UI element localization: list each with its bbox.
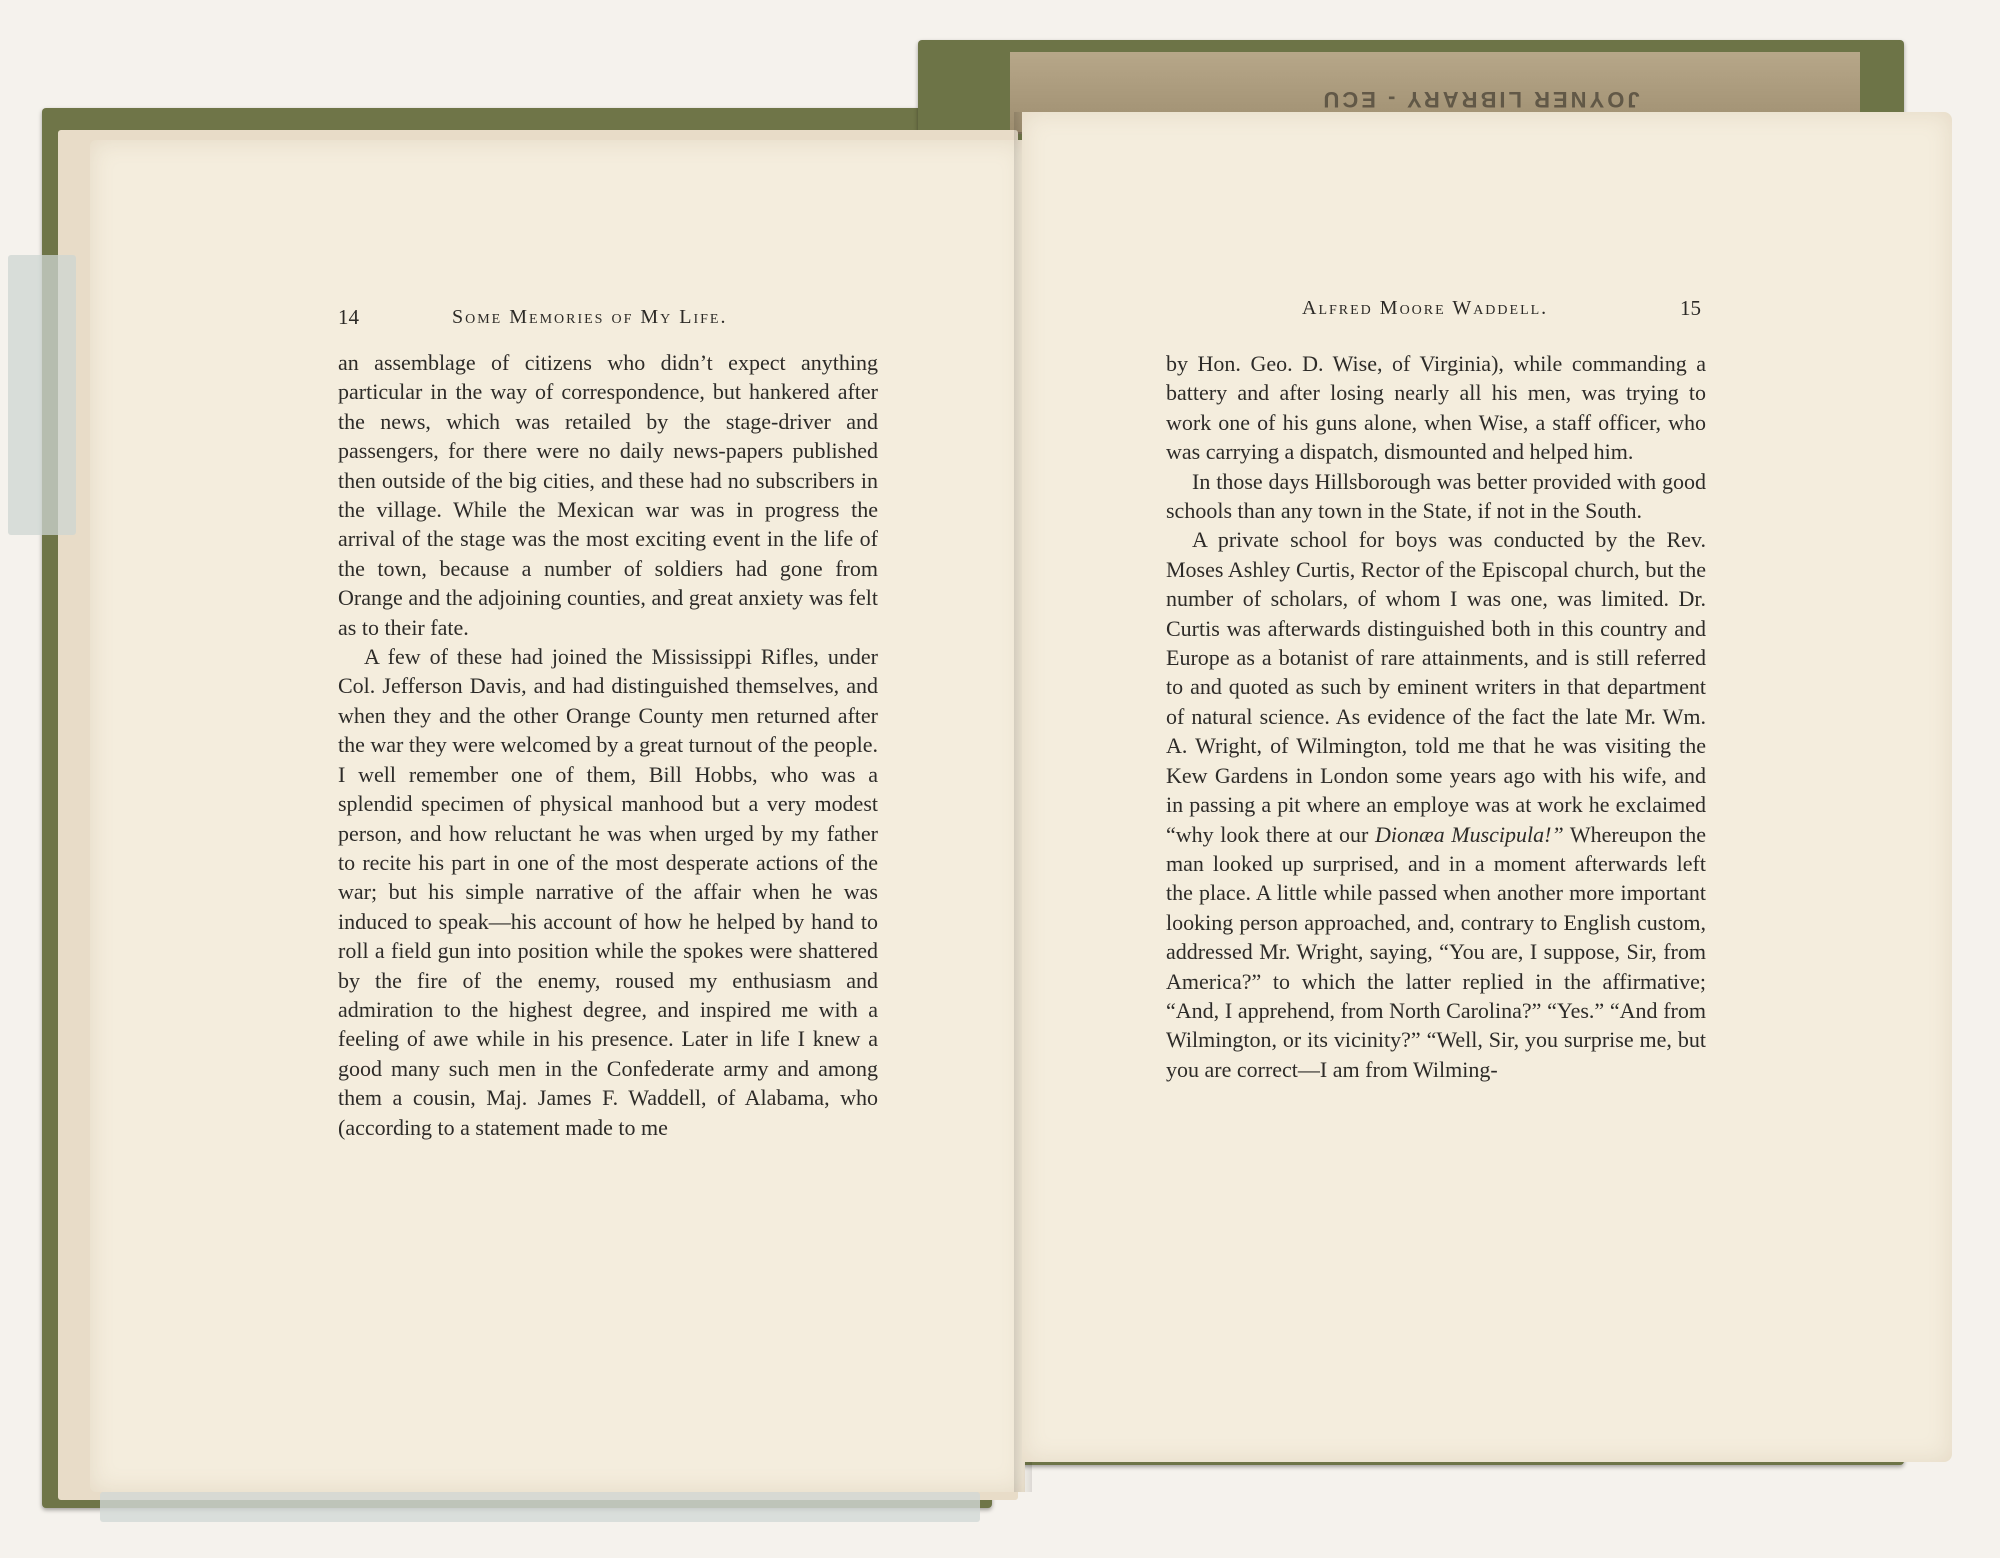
paragraph: by Hon. Geo. D. Wise, of Virginia), while commanding a battery and after losing nearly all his men, was trying to work one of his guns alone, when Wise, a staff officer, who was carrying a dispatch, dismounted and helped him. [1166,351,1706,465]
right-page-body [1166,349,1706,1084]
page-number-right: 15 [1680,296,1701,320]
paragraph: an assemblage of citizens who didn’t expect anything particular in the way of correspondence, but hankered after the news, which was retailed by the stage-driver and passengers, for there were no daily news-papers published then outside of the big cities, and these had no subscribers in the village. While the Mexican war was in progress the arrival of the stage was the most exciting event in the life of the town, because a number of soldiers had gone from Orange and the adjoining counties, and great anxiety was felt as to their fate. [338,350,878,640]
running-head-right: Alfred Moore Waddell. [1302,297,1549,319]
paragraph-tail: Whereupon the man looked up surprised, and in a moment afterwards left the place. A little while passed when another more important looking person approached, and, contrary to English custom, addressed Mr. Wright, saying, “You are, I suppose, Sir, from America?” to which the latter replied in the affirmative; “And, I apprehend, from North Carolina?” “Yes.” “And from Wilmington, or its vicinity?” “Well, Sir, you surprise me, but you are correct—I am from Wilming- [1166,821,1706,1082]
paragraph-text: A private school for boys was conducted by the Rev. Moses Ashley Curtis, Rector of the Episcopal church, but the number of scholars, of whom I was one, was limited. Dr. Curtis was afterwards distinguished both in this country and Europe as a botanist of rare attainments, and is still referred to and quoted as such by eminent writers in that department of natural science. As evidence of the fact the late Mr. Wm. A. Wright, of Wilmington, told me that he was visiting the Kew Gardens in London some years ago with his wife, and in passing a pit where an employe was at work he exclaimed “why look there at our [1166,527,1706,847]
right-page [1022,112,1952,1462]
library-stamp: JOYNER LIBRARY - ECU [1320,87,1640,112]
italic-phrase: Dionæa Muscipula!” [1374,821,1564,847]
repair-tape-bottom [100,1492,980,1522]
paragraph: A few of these had joined the Mississippi Rifles, under Col. Jefferson Davis, and had distinguished themselves, and when they and the other Orange County men returned after the war they were welcomed by a great turnout of the people. I well remember one of them, Bill Hobbs, who was a splendid specimen of physical manhood but a very modest person, and how reluctant he was when urged by my father to recite his part in one of the most desperate actions of the war; but his simple narrative of the affair when he was induced to speak—his account of how he helped by hand to roll a field gun into position while the spokes were shattered by the fire of the enemy, roused my enthusiasm and admiration to the highest degree, and inspired me with a feeling of awe while in his presence. Later in life I knew a good many such men in the Confederate army and among them a cousin, Maj. James F. Waddell, of Alabama, who (according to a statement made to me [338,644,879,1140]
repair-tape-left [8,255,76,535]
page-number-left: 14 [338,305,359,329]
left-page [90,140,1025,1492]
left-page-body [338,348,878,1142]
paragraph: In those days Hillsborough was better provided with good schools than any town in the State, if not in the South. [1166,468,1706,524]
running-head-left: Some Memories of My Life. [452,306,728,328]
paragraph [1166,525,1706,1084]
